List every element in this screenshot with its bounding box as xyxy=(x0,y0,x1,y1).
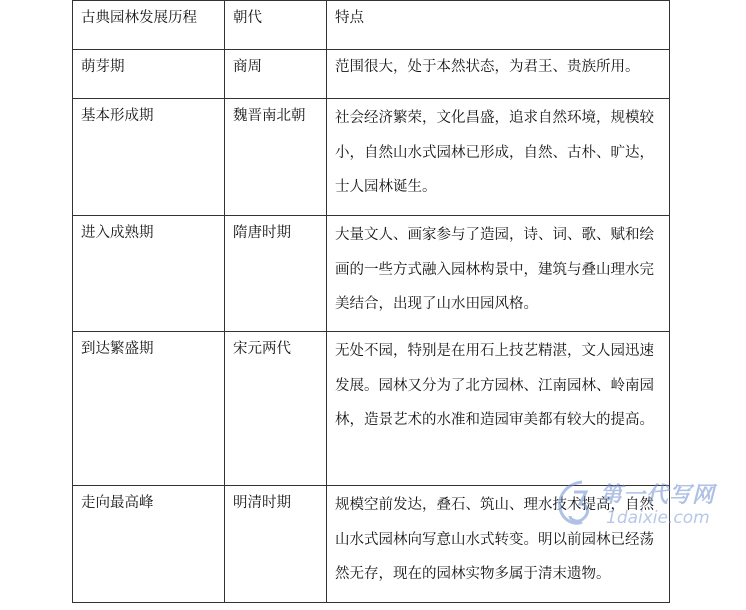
features-cell: 无处不园，特别是在用石上技艺精湛，文人园迅速发展。园林又分为了北方园林、江南园林、岭南园林，造景艺术的水准和造园审美都有较大的提高。 xyxy=(327,332,670,486)
table-row xyxy=(73,99,670,216)
features-cell: 规模空前发达，叠石、筑山、理水技术提高，自然山水式园林向写意山水式转变。明以前园林已经荡然无存，现在的园林实物多属于清末遗物。 xyxy=(327,486,670,603)
table-row xyxy=(73,216,670,332)
dynasty-cell: 魏晋南北朝 xyxy=(225,99,327,216)
stage-cell: 走向最高峰 xyxy=(73,486,225,603)
header-stage: 古典园林发展历程 xyxy=(73,1,225,50)
header-dynasty: 朝代 xyxy=(225,1,327,50)
header-features: 特点 xyxy=(327,1,670,50)
stage-cell: 进入成熟期 xyxy=(73,216,225,332)
table-header-row xyxy=(73,1,670,50)
dynasty-cell: 明清时期 xyxy=(225,486,327,603)
features-cell: 范围很大，处于本然状态，为君王、贵族所用。 xyxy=(327,50,670,99)
stage-cell: 萌芽期 xyxy=(73,50,225,99)
features-cell: 大量文人、画家参与了造园，诗、词、歌、赋和绘画的一些方式融入园林构景中，建筑与叠山理水完美结合，出现了山水田园风格。 xyxy=(327,216,670,332)
table-row xyxy=(73,486,670,603)
stage-cell: 基本形成期 xyxy=(73,99,225,216)
watermark-title: 第一代写网 xyxy=(600,483,716,508)
dynasty-cell: 宋元两代 xyxy=(225,332,327,486)
watermark-url: 1daixie.com xyxy=(606,508,710,528)
features-cell: 社会经济繁荣，文化昌盛，追求自然环境，规模较小，自然山水式园林已形成，自然、古朴、旷达，士人园林诞生。 xyxy=(327,99,670,216)
dynasty-cell: 商周 xyxy=(225,50,327,99)
history-table xyxy=(72,0,670,603)
table-row xyxy=(73,332,670,486)
table-row xyxy=(73,50,670,99)
dynasty-cell: 隋唐时期 xyxy=(225,216,327,332)
stage-cell: 到达繁盛期 xyxy=(73,332,225,486)
